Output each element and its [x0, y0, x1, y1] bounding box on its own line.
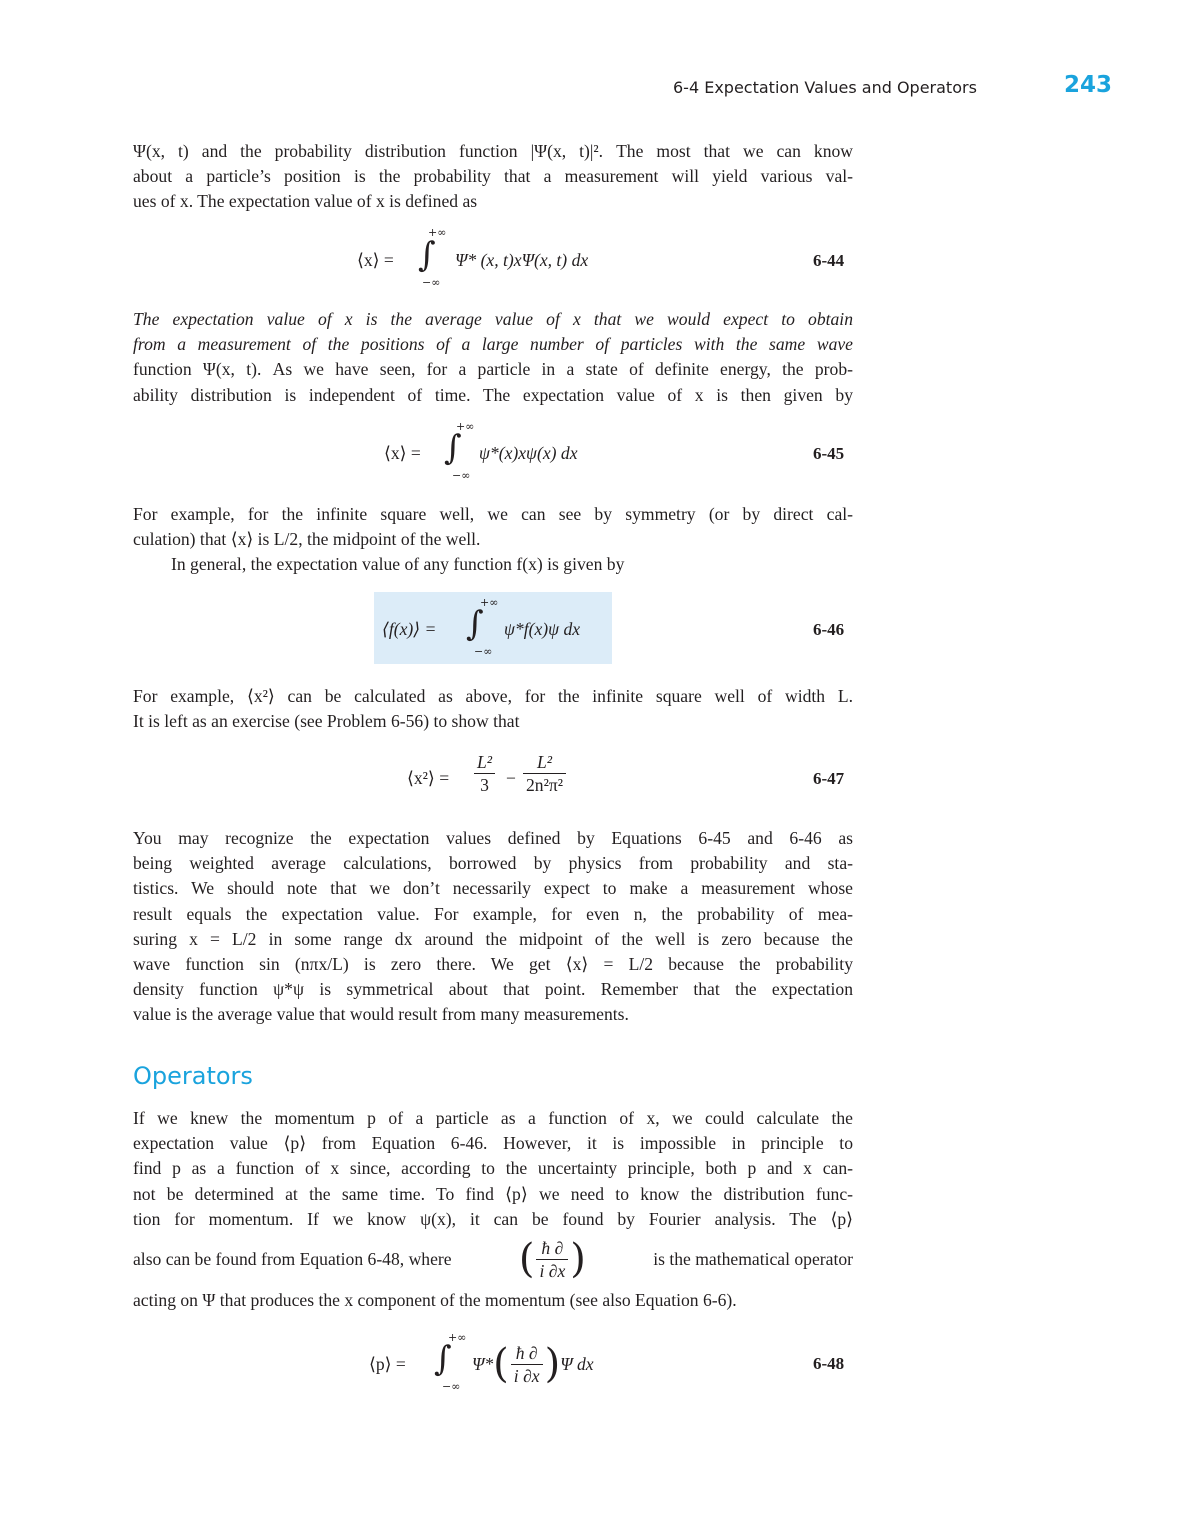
text-line: wave function sin (nπx/L) is zero there. We get ⟨x⟩ = L/2 because the probability	[133, 953, 853, 974]
integral-upper-limit: +∞	[480, 596, 499, 609]
momentum-operator	[519, 1238, 586, 1281]
integral-sign: ∫	[444, 428, 462, 468]
operator-denominator: i ∂x	[513, 1365, 540, 1386]
text-line: value is the average value that would result from many measurements.	[133, 1004, 629, 1025]
text-line: You may recognize the expectation values defined by Equations 6-45 and 6-46 as	[133, 828, 853, 848]
equation-number: 6-47	[813, 769, 845, 788]
integrand-tail: Ψ dx	[560, 1353, 594, 1374]
text-line: suring x = L/2 in some range dx around the midpoint of the well is zero because the	[133, 928, 853, 949]
equation-number: 6-48	[813, 1354, 845, 1373]
text-line: density function ψ*ψ is symmetrical about that point. Remember that the expectation	[133, 979, 853, 1000]
equation-integrand: ψ*(x)xψ(x) dx	[479, 443, 578, 463]
equation-number: 6-46	[813, 620, 845, 639]
text-line: tion for momentum. If we know ψ(x), it can be found by Fourier analysis. The ⟨p⟩	[133, 1208, 853, 1229]
running-header: 6-4 Expectation Values and Operators	[673, 78, 977, 97]
equation-lhs: ⟨x²⟩ =	[407, 768, 450, 788]
text-line: about a particle’s position is the probability that a measurement will yield various val-	[133, 166, 853, 187]
fraction-1	[472, 752, 497, 795]
psi-star: Ψ*	[472, 1353, 494, 1374]
text-line: find p as a function of x since, according to the uncertainty principle, both p and x can-	[133, 1158, 853, 1179]
integral-sign: ∫	[466, 604, 484, 644]
text-line: Ψ(x, t) and the probability distribution function |Ψ(x, t)|². The most that we can know	[133, 141, 853, 161]
text-line: In general, the expectation value of any function f(x) is given by	[171, 554, 625, 575]
text-line: culation) that ⟨x⟩ is L/2, the midpoint of the well.	[133, 529, 481, 550]
integral-lower-limit: −∞	[452, 469, 471, 482]
integral-upper-limit: +∞	[456, 420, 475, 433]
equation-integrand: ψ*f(x)ψ dx	[504, 619, 581, 639]
right-paren: )	[570, 1236, 586, 1282]
text-line: ability distribution is independent of time. The expectation value of x is then given by	[133, 384, 853, 405]
integral-lower-limit: −∞	[474, 645, 493, 658]
integral-upper-limit: +∞	[428, 226, 447, 239]
fraction-denominator: 2n²π²	[526, 775, 564, 795]
operator-numerator: ħ ∂	[536, 1238, 568, 1260]
text-line: For example, ⟨x²⟩ can be calculated as above, for the infinite square well of width L.	[133, 686, 853, 706]
integral-lower-limit: −∞	[442, 1380, 461, 1393]
text-line-with-operator	[133, 1232, 853, 1286]
text-line: ues of x. The expectation value of x is defined as	[133, 191, 478, 212]
integral-lower-limit: −∞	[422, 276, 441, 289]
text-line: tistics. We should note that we don’t necessarily expect to make a measurement whose	[133, 878, 853, 899]
equation-integrand	[472, 1336, 594, 1392]
fraction-2	[521, 752, 568, 795]
paragraph-weighted-average	[133, 826, 853, 1028]
text-line: If we knew the momentum p of a particle as a function of x, we could calculate the	[133, 1108, 853, 1128]
integral-upper-limit: +∞	[448, 1331, 467, 1344]
text-line: The expectation value of x is the average value of x that we would expect to obtain	[133, 309, 853, 329]
equation-lhs: ⟨p⟩ =	[369, 1354, 406, 1374]
paragraph-definition	[133, 307, 853, 408]
right-paren: )	[544, 1341, 561, 1387]
text-line: expectation value ⟨p⟩ from Equation 6-46. However, it is impossible in principle to	[133, 1133, 853, 1154]
fraction-numerator: L²	[523, 752, 566, 774]
integral-sign: ∫	[418, 235, 436, 275]
equation-number: 6-44	[813, 251, 845, 270]
text-line: It is left as an exercise (see Problem 6-56) to show that	[133, 711, 520, 732]
equation-integrand: Ψ* (x, t)xΨ(x, t) dx	[455, 250, 589, 270]
equation-number: 6-45	[813, 444, 845, 463]
text-segment: also can be found from Equation 6-48, where	[133, 1248, 452, 1269]
text-segment: is the mathematical operator	[653, 1248, 853, 1269]
paragraph-intro	[133, 139, 853, 215]
text-line: For example, for the infinite square well, we can see by symmetry (or by direct cal-	[133, 504, 853, 524]
operator-numerator: ħ ∂	[511, 1343, 543, 1365]
section-heading: Operators	[133, 1062, 253, 1090]
fraction-numerator: L²	[474, 752, 495, 774]
text-line: from a measurement of the positions of a large number of particles with the same wave	[133, 334, 853, 355]
paragraph-square-well	[133, 502, 853, 578]
equation-lhs: ⟨x⟩ =	[384, 443, 421, 463]
left-paren: (	[518, 1236, 535, 1282]
fraction-denominator: 3	[480, 775, 489, 795]
minus-sign: −	[506, 768, 516, 788]
paragraph-operators	[133, 1106, 853, 1232]
paragraph-x-squared	[133, 684, 853, 734]
text-line: not be determined at the same time. To find ⟨p⟩ we need to know the distribution func-	[133, 1183, 853, 1204]
equation-lhs: ⟨f(x)⟩ =	[382, 619, 437, 639]
integral-sign: ∫	[434, 1339, 452, 1379]
paragraph-operators-end	[133, 1288, 853, 1313]
text-line: result equals the expectation value. For example, for even n, the probability of mea-	[133, 903, 853, 924]
operator-denominator: i ∂x	[539, 1260, 566, 1281]
text-line: function Ψ(x, t). As we have seen, for a particle in a state of definite energy, the prob-	[133, 359, 853, 380]
text-line: being weighted average calculations, borrowed by physics from probability and sta-	[133, 853, 853, 874]
page-number: 243	[1064, 72, 1113, 98]
left-paren: (	[493, 1341, 509, 1387]
equation-lhs: ⟨x⟩ =	[357, 250, 394, 270]
text-line: acting on Ψ that produces the x component of the momentum (see also Equation 6-6).	[133, 1290, 737, 1310]
